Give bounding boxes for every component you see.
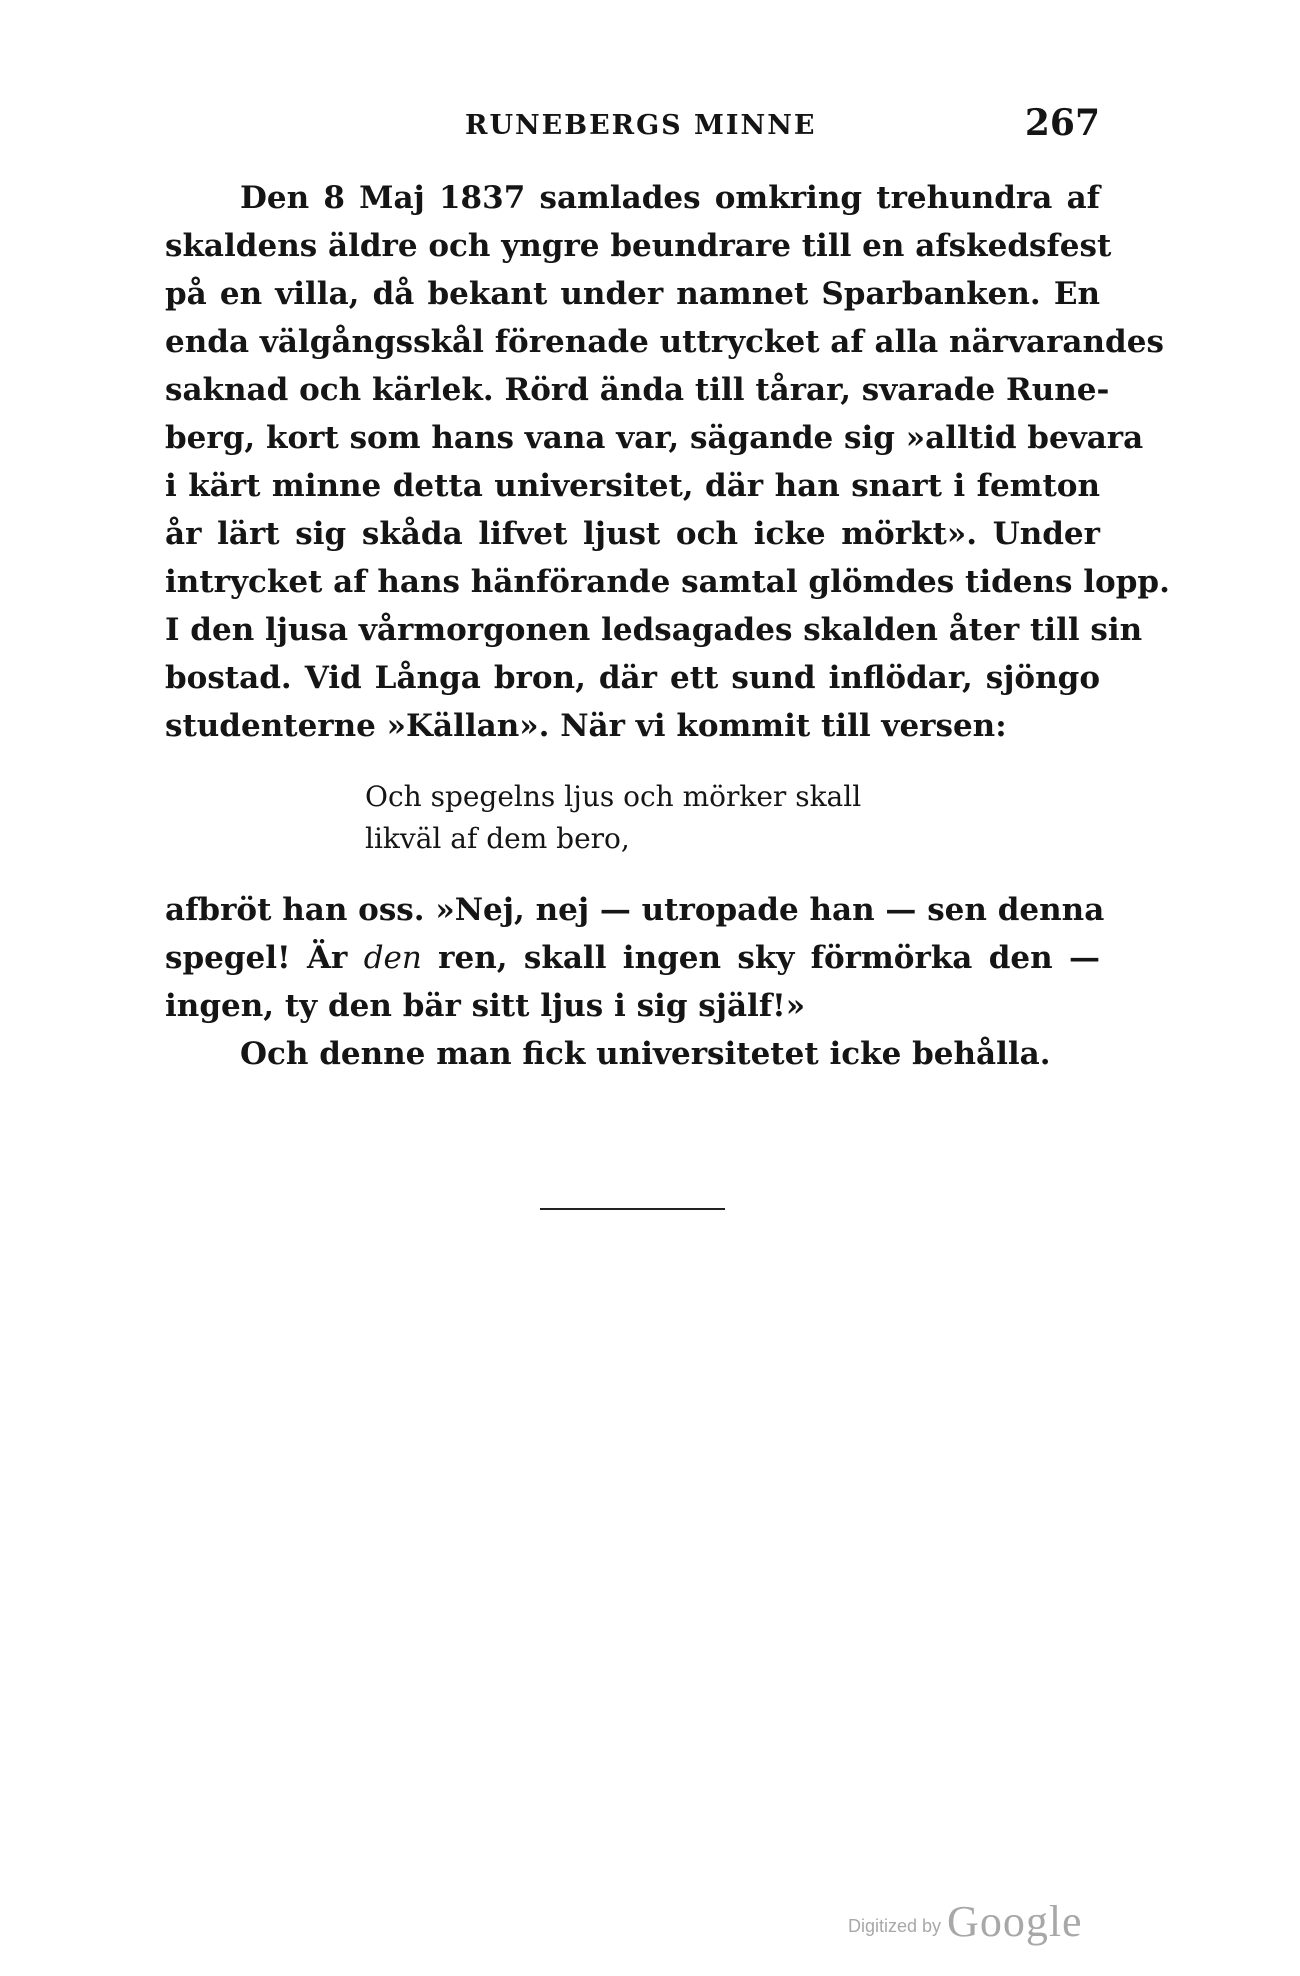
text-line: skaldens äldre och yngre beundrare till en afskedsfest xyxy=(165,228,1112,264)
text-line xyxy=(165,934,1100,982)
text-line: studenterne »Källan». När vi kommit till versen: xyxy=(165,708,1007,744)
text-line: afbröt han oss. »Nej, nej — utropade han — sen denna xyxy=(165,892,1105,928)
page-header xyxy=(165,98,1100,150)
google-logo: Google xyxy=(947,1897,1083,1946)
text-line: år lärt sig skåda lifvet ljust och icke mörkt». Under xyxy=(165,516,1100,552)
digitized-watermark xyxy=(848,1896,1083,1947)
text-line: på en villa, då bekant under namnet Sparbanken. En xyxy=(165,276,1100,312)
verse-quote xyxy=(365,776,861,860)
page-number: 267 xyxy=(1024,102,1100,144)
text-line: bostad. Vid Långa bron, där ett sund inflödar, sjöngo xyxy=(165,660,1100,696)
emphasis-text: den xyxy=(363,940,422,976)
section-divider xyxy=(540,1208,725,1210)
watermark-prefix: Digitized by xyxy=(848,1916,942,1936)
text-line: I den ljusa vårmorgonen ledsagades skalden åter till sin xyxy=(165,612,1143,648)
text-line: berg, kort som hans vana var, sägande sig »alltid bevara xyxy=(165,420,1144,456)
text-segment: spegel! Är xyxy=(165,940,364,976)
text-line: Och denne man fick universitetet icke behålla. xyxy=(240,1036,1051,1072)
text-line: i kärt minne detta universitet, där han snart i femton xyxy=(165,468,1100,504)
paragraph-1 xyxy=(165,174,1170,750)
verse-line: Och spegelns ljus och mörker skall xyxy=(365,780,862,813)
text-line: ingen, ty den bär sitt ljus i sig själf!» xyxy=(165,988,806,1024)
text-line: intrycket af hans hänförande samtal glömdes tidens lopp. xyxy=(165,564,1170,600)
paragraph-2 xyxy=(165,886,1105,1078)
verse-line: likväl af dem bero, xyxy=(365,822,630,855)
text-line: Den 8 Maj 1837 samlades omkring trehundra af xyxy=(240,180,1100,216)
text-line: saknad och kärlek. Rörd ända till tårar, svarade Rune- xyxy=(165,372,1110,408)
text-segment: ren, skall ingen sky förmörka den — xyxy=(421,940,1100,976)
running-title: RUNEBERGS MINNE xyxy=(465,110,817,141)
text-line: enda välgångsskål förenade uttrycket af alla närvarandes xyxy=(165,324,1164,360)
